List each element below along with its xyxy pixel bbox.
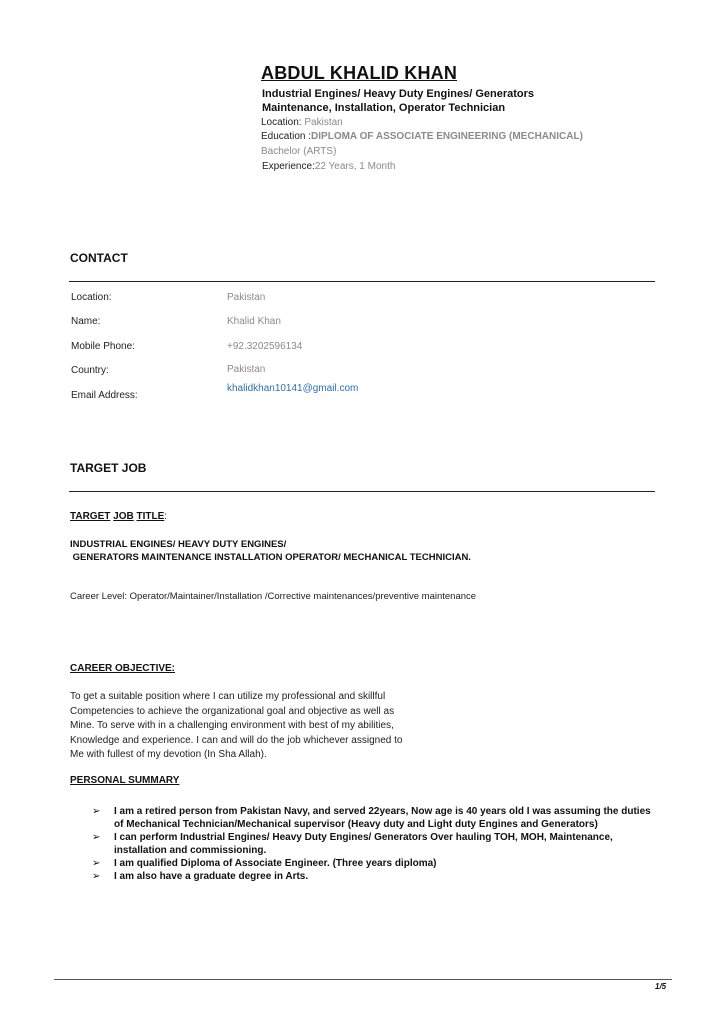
header-location-label: Location: <box>261 117 302 128</box>
contact-country-label: Country: <box>71 365 109 376</box>
summary-item-text: I can perform Industrial Engines/ Heavy Duty Engines/ Generators Over hauling TOH, MOH, Maintenance, installation and commissioning. <box>114 832 613 856</box>
target-job-heading: TARGET JOB <box>70 461 147 475</box>
career-objective-text <box>70 690 470 763</box>
target-job-title-line-1: INDUSTRIAL ENGINES/ HEAVY DUTY ENGINES/ <box>70 539 287 550</box>
header-experience <box>262 161 395 172</box>
career-objective-line: Me with fullest of my devotion (In Sha Allah). <box>70 749 267 760</box>
target-job-divider <box>69 491 655 492</box>
target-job-title-line-2: GENERATORS MAINTENANCE INSTALLATION OPERATOR/ MECHANICAL TECHNICIAN. <box>70 552 471 563</box>
footer-divider <box>54 979 672 980</box>
headline-line-1: Industrial Engines/ Heavy Duty Engines/ Generators <box>262 88 535 100</box>
career-level: Career Level: Operator/Maintainer/Installation /Corrective maintenances/preventive maintenance <box>70 591 477 602</box>
header-education <box>261 131 583 142</box>
list-item <box>92 870 652 883</box>
contact-country-value: Pakistan <box>227 364 266 375</box>
target-job-title-colon: : <box>164 511 168 522</box>
summary-item-text: I am qualified Diploma of Associate Engineer. (Three years diploma) <box>114 858 437 869</box>
header-education-sub: Bachelor (ARTS) <box>261 146 337 157</box>
career-objective-line: Mine. To serve with in a challenging environment with best of my abilities, <box>70 720 394 731</box>
career-objective-line: Competencies to achieve the organizational goal and objective as well as <box>70 705 395 717</box>
contact-location-value: Pakistan <box>227 292 266 303</box>
arrow-bullet-icon: ➢ <box>92 871 101 882</box>
candidate-name: ABDUL KHALID KHAN <box>261 63 458 83</box>
summary-item-text: I am also have a graduate degree in Arts. <box>114 871 309 882</box>
summary-item-text: I am a retired person from Pakistan Navy, and served 22years, Now age is 40 years old I was assuming the duties of Mechanical Technician/Mechanical supervisor (Heavy duty and Light duty Engines and Generators) <box>114 806 651 830</box>
contact-divider <box>69 281 655 282</box>
arrow-bullet-icon: ➢ <box>92 806 101 817</box>
header-experience-label: Experience: <box>262 161 315 172</box>
contact-name-label: Name: <box>71 316 101 327</box>
contact-location-label: Location: <box>71 292 112 303</box>
target-job-title-heading <box>70 511 167 522</box>
arrow-bullet-icon: ➢ <box>92 858 101 869</box>
target-job-title-word-2: JOB <box>113 511 134 522</box>
list-item <box>92 857 652 870</box>
list-item <box>92 831 652 857</box>
career-objective-line: Knowledge and experience. I can and will do the job whichever assigned to <box>70 734 403 746</box>
header-location <box>261 117 343 128</box>
headline-line-2: Maintenance, Installation, Operator Technician <box>262 102 506 114</box>
contact-email-link[interactable]: khalidkhan10141@gmail.com <box>227 383 359 394</box>
page-number: 1/5 <box>655 982 667 991</box>
contact-email-label: Email Address: <box>71 390 138 401</box>
header-education-value: DIPLOMA OF ASSOCIATE ENGINEERING (MECHANICAL) <box>311 131 583 142</box>
contact-phone-label: Mobile Phone: <box>71 341 135 352</box>
list-item <box>92 805 652 831</box>
career-objective-line: To get a suitable position where I can utilize my professional and skillful <box>70 691 386 702</box>
header-location-value: Pakistan <box>301 117 343 128</box>
contact-name-value: Khalid Khan <box>227 316 281 327</box>
arrow-bullet-icon: ➢ <box>92 832 101 843</box>
career-objective-heading: CAREER OBJECTIVE: <box>70 663 176 674</box>
contact-heading: CONTACT <box>70 251 128 265</box>
personal-summary-list <box>92 805 652 883</box>
target-job-title-word-1: TARGET <box>70 511 111 522</box>
contact-phone-value: +92.3202596134 <box>227 341 303 352</box>
target-job-title-word-3: TITLE <box>136 511 165 522</box>
header-experience-value: 22 Years, 1 Month <box>314 161 396 172</box>
personal-summary-heading: PERSONAL SUMMARY <box>70 775 180 786</box>
header-education-label: Education : <box>261 131 312 142</box>
